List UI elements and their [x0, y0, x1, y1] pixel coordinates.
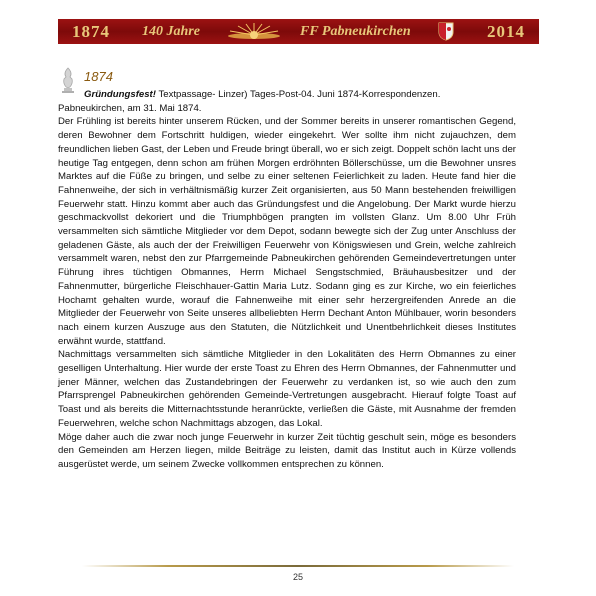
sunburst-icon: [224, 22, 284, 42]
article-body: [58, 88, 516, 472]
section-year-heading: 1874: [84, 69, 113, 84]
header-banner: [58, 19, 539, 44]
banner-year-start: 1874: [72, 22, 110, 41]
article-title: Gründungsfest!: [84, 89, 156, 100]
article-paragraph: Der Frühling ist bereits hinter unserem Rücken, und der Sommer bereits in unserer romantischen Gegend, deren Bewohner dem Fortschritt huldigen, wieder eingekehrt. Wer sollte ihm nicht zujauchzen, dem freundlichen lieben Gast, der Leben und Freude bringt überall, wo er sich zeigt. Doppelt schön lacht uns der heutige Tag entgegen, denn schon am frühen Morgen erdröhnten Böllerschüsse, um die Bewohner unsres Marktes auf die Füße zu bringen, und selbe zu einer seltenen Feierlichkeit zu laden. Heute fand hier die Fahnenweihe, der sich in verhältnismäßig kurzer Zeit organisierten, aus 50 Mann bestehenden freiwilligen Feuerwehr statt. Hinzu kommt aber auch das Gründungsfest und die Angelobung. Der Markt wurde hierzu geschmackvollst dekoriert und die Triumphbögen prangten im vollsten Glanz. Um 8.00 Uhr Früh versammelten sich sämtliche Mitglieder vor dem Depot, sodann bewegte sich der Zug unter Anschluss der geladenen Gäste, als auch der der Freiwilligen Feuerwehr von Königswiesen und Grein, welche zahlreich versammelt waren, nebst den zur Pfarrgemeinde Pabneukirchen gehörenden Gemeindevertretungen unter Führung ihres tüchtigen Obmannes, Herrn Michael Sengstschmied, Bräuhausbesitzer und der Fahnenmutter, bürgerliche Fleischhauer-Gattin Maria Lutz. Sodann ging es zur Kirche, wo ein feierliches Hochamt gehalten wurde, worauf die Fahnenweihe mit einer sehr herzergreifenden Anrede an die Mitglieder der Feuerwehr von Seite unseres allbeliebten Herrn Dechant Anton Mühlbauer, worin besonders nach einem kurzen Auszuge aus den Statuten, die Nützlichkeit und Unentbehrlichkeit dieses Institutes erwähnt wurde, stattfand.: [58, 116, 516, 347]
footer-divider: [82, 565, 514, 567]
article-paragraph: Möge daher auch die zwar noch junge Feuerwehr in kurzer Zeit tüchtig geschult sein, möge es besonders den Gemeinden am Herzen liegen, milde Beiträge zu leisten, damit das Institut auch in Kürze vollends ausgerüstet werde, um seinem Zwecke vollkommen entsprechen zu können.: [58, 431, 516, 470]
article-source: Textpassage- Linzer) Tages-Post-04. Juni 1874-Korrespondenzen.: [155, 89, 441, 100]
article-lead: [58, 88, 516, 102]
coat-of-arms-icon: [438, 22, 454, 41]
page-number: 25: [292, 572, 303, 582]
banner-brigade-name: FF Pabneukirchen: [300, 24, 411, 39]
banner-anniversary: 140 Jahre: [142, 24, 200, 39]
article-paragraph: Nachmittags versammelten sich sämtliche Mitglieder in den Lokalitäten des Herrn Obmannes zu einer geselligen Unterhaltung. Hier wurde der erste Toast zu Ehren des Herrn Obmannes, der Fahnenmutter und jener Männer, welchen das Zustandebringen der Feuerwehr zu verdanken ist, so wie auch den zum Pfarrsprengel Pabneukirchen gehörenden Gemeinde-Vertretungen ausgebracht. Hierauf folgte Toast auf Toast und als bereits die Mitternachtsstunde heranrückte, verließen die Gäste, mit Ausnahme der fremden Feuerwehren, welche schon Nachmittags abzogen, das Lokal.: [58, 349, 516, 429]
banner-year-end: 2014: [487, 22, 525, 41]
article-dateline: Pabneukirchen, am 31. Mai 1874.: [58, 102, 202, 114]
